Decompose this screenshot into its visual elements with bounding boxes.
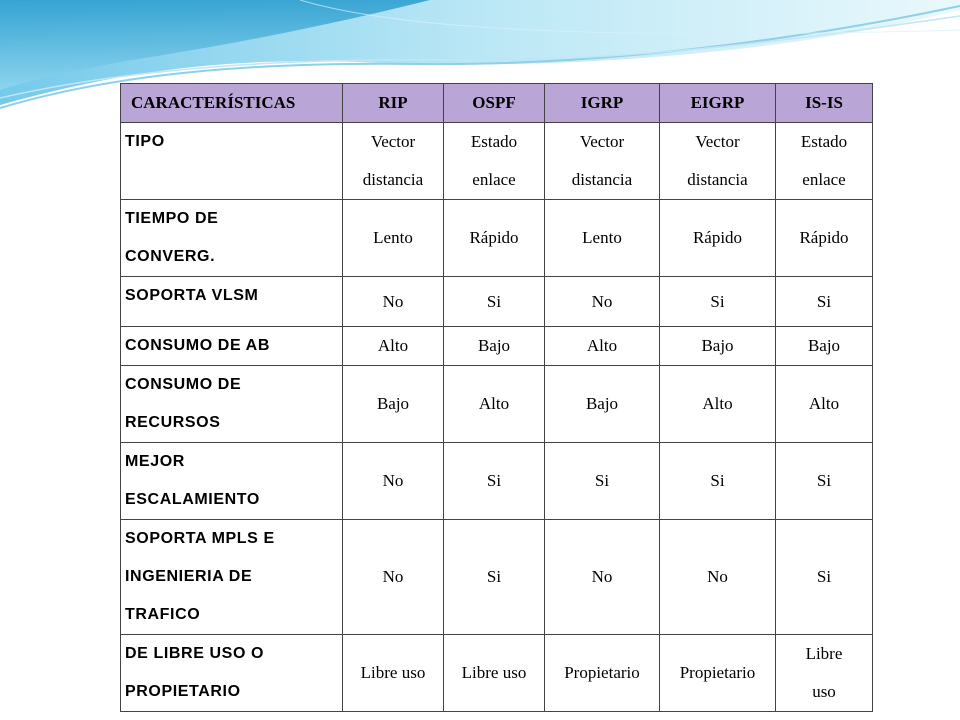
header-eigrp: EIGRP [660, 84, 776, 123]
table-cell [545, 277, 660, 327]
table-cell [444, 635, 545, 712]
cell-line: Vector [579, 132, 625, 151]
table-body [121, 123, 873, 712]
row-feature-label [121, 520, 343, 635]
feature-line: SOPORTA VLSM [125, 287, 259, 304]
row-feature-label [121, 635, 343, 712]
feature-line: TIPO [125, 133, 165, 150]
table-row [121, 327, 873, 366]
table-cell [660, 443, 776, 520]
table-cell [545, 123, 660, 200]
cell-line: Libre uso [360, 663, 426, 682]
table-cell [444, 277, 545, 327]
table-cell [545, 443, 660, 520]
table-cell [444, 520, 545, 635]
feature-line: SOPORTA MPLS E [125, 530, 275, 547]
cell-line: No [382, 567, 404, 586]
cell-line: Bajo [477, 336, 511, 355]
table-cell [343, 277, 444, 327]
table-row [121, 635, 873, 712]
cell-line: Si [816, 471, 832, 490]
cell-line: No [382, 291, 404, 311]
table-row [121, 520, 873, 635]
table-cell [343, 366, 444, 443]
feature-line: TIEMPO DE [125, 210, 219, 227]
cell-line: Si [710, 471, 725, 490]
table-cell [776, 327, 873, 366]
table-row [121, 123, 873, 200]
table-cell [776, 520, 873, 635]
cell-line: Propietario [679, 663, 756, 682]
row-feature-label [121, 277, 343, 327]
cell-line: Alto [702, 394, 733, 413]
cell-line: Si [710, 291, 725, 311]
cell-line: Vector [370, 132, 416, 151]
cell-line: Vector [695, 132, 740, 151]
table-cell [660, 277, 776, 327]
table-cell [545, 635, 660, 712]
table-row [121, 443, 873, 520]
cell-line: No [591, 291, 613, 311]
table-cell [343, 443, 444, 520]
cell-line: Si [486, 567, 502, 586]
cell-line: No [591, 567, 613, 586]
table-cell [660, 366, 776, 443]
table-cell [545, 366, 660, 443]
row-feature-label [121, 123, 343, 200]
row-feature-label [121, 443, 343, 520]
cell-line: Si [594, 471, 610, 490]
cell-line: enlace [802, 170, 846, 189]
cell-line: No [382, 471, 404, 490]
row-feature-label [121, 200, 343, 277]
table-cell [545, 200, 660, 277]
cell-line: Bajo [807, 336, 841, 355]
cell-line: distancia [362, 170, 424, 189]
cell-line: No [707, 567, 728, 586]
table-cell [776, 123, 873, 200]
table-row [121, 277, 873, 327]
cell-line: Estado [470, 132, 518, 151]
header-igrp: IGRP [545, 84, 660, 123]
table-cell [444, 123, 545, 200]
table-row [121, 200, 873, 277]
header-row [121, 84, 873, 123]
table-cell [776, 200, 873, 277]
table-cell [776, 366, 873, 443]
cell-line: Propietario [564, 663, 640, 682]
cell-line: Libre [805, 644, 843, 663]
row-feature-label [121, 366, 343, 443]
feature-line: CONSUMO DE [125, 376, 242, 393]
cell-line: Alto [377, 336, 409, 355]
cell-line: Alto [808, 394, 840, 413]
feature-line: DE LIBRE USO O [125, 645, 265, 662]
table-cell [444, 200, 545, 277]
table-cell [444, 443, 545, 520]
table-cell [343, 635, 444, 712]
feature-line: INGENIERIA DE [125, 568, 253, 585]
table-cell [343, 200, 444, 277]
protocol-comparison-table [120, 83, 873, 712]
cell-line: Bajo [701, 336, 734, 355]
table-cell [776, 635, 873, 712]
table-cell [660, 520, 776, 635]
cell-line: distancia [687, 170, 748, 189]
header-characteristics: CARACTERÍSTICAS [121, 84, 343, 123]
cell-line: Bajo [376, 394, 410, 413]
table-cell [660, 327, 776, 366]
row-feature-label [121, 327, 343, 366]
table-cell [444, 366, 545, 443]
feature-line: CONSUMO DE AB [125, 337, 270, 354]
cell-line: Rápido [469, 228, 519, 247]
cell-line: Rápido [692, 228, 743, 247]
cell-line: Estado [800, 132, 848, 151]
feature-line: MEJOR [125, 453, 185, 470]
header-rip: RIP [343, 84, 444, 123]
feature-line: PROPIETARIO [125, 683, 241, 700]
table-cell [776, 443, 873, 520]
cell-line: distancia [571, 170, 633, 189]
cell-line: Lento [373, 228, 413, 247]
cell-line: Alto [586, 336, 618, 355]
header-is-is: IS-IS [776, 84, 873, 123]
cell-line: Bajo [585, 394, 619, 413]
header-ospf: OSPF [444, 84, 545, 123]
table-cell [660, 635, 776, 712]
table-cell [545, 520, 660, 635]
cell-line: enlace [472, 170, 516, 189]
table-cell [545, 327, 660, 366]
cell-line: Lento [582, 228, 622, 247]
table-cell [343, 520, 444, 635]
table-cell [343, 123, 444, 200]
table-cell [444, 327, 545, 366]
table-cell [343, 327, 444, 366]
cell-line: uso [812, 682, 836, 701]
feature-line: RECURSOS [125, 414, 221, 431]
table-cell [660, 123, 776, 200]
feature-line: CONVERG. [125, 248, 216, 265]
feature-line: TRAFICO [125, 606, 201, 623]
cell-line: Si [816, 291, 832, 311]
cell-line: Si [486, 471, 502, 490]
cell-line: Si [486, 291, 502, 311]
cell-line: Alto [478, 394, 510, 413]
table-cell [776, 277, 873, 327]
table-cell [660, 200, 776, 277]
feature-line: ESCALAMIENTO [125, 491, 260, 508]
table-row [121, 366, 873, 443]
cell-line: Libre uso [461, 663, 527, 682]
cell-line: Si [816, 567, 832, 586]
cell-line: Rápido [799, 228, 849, 247]
